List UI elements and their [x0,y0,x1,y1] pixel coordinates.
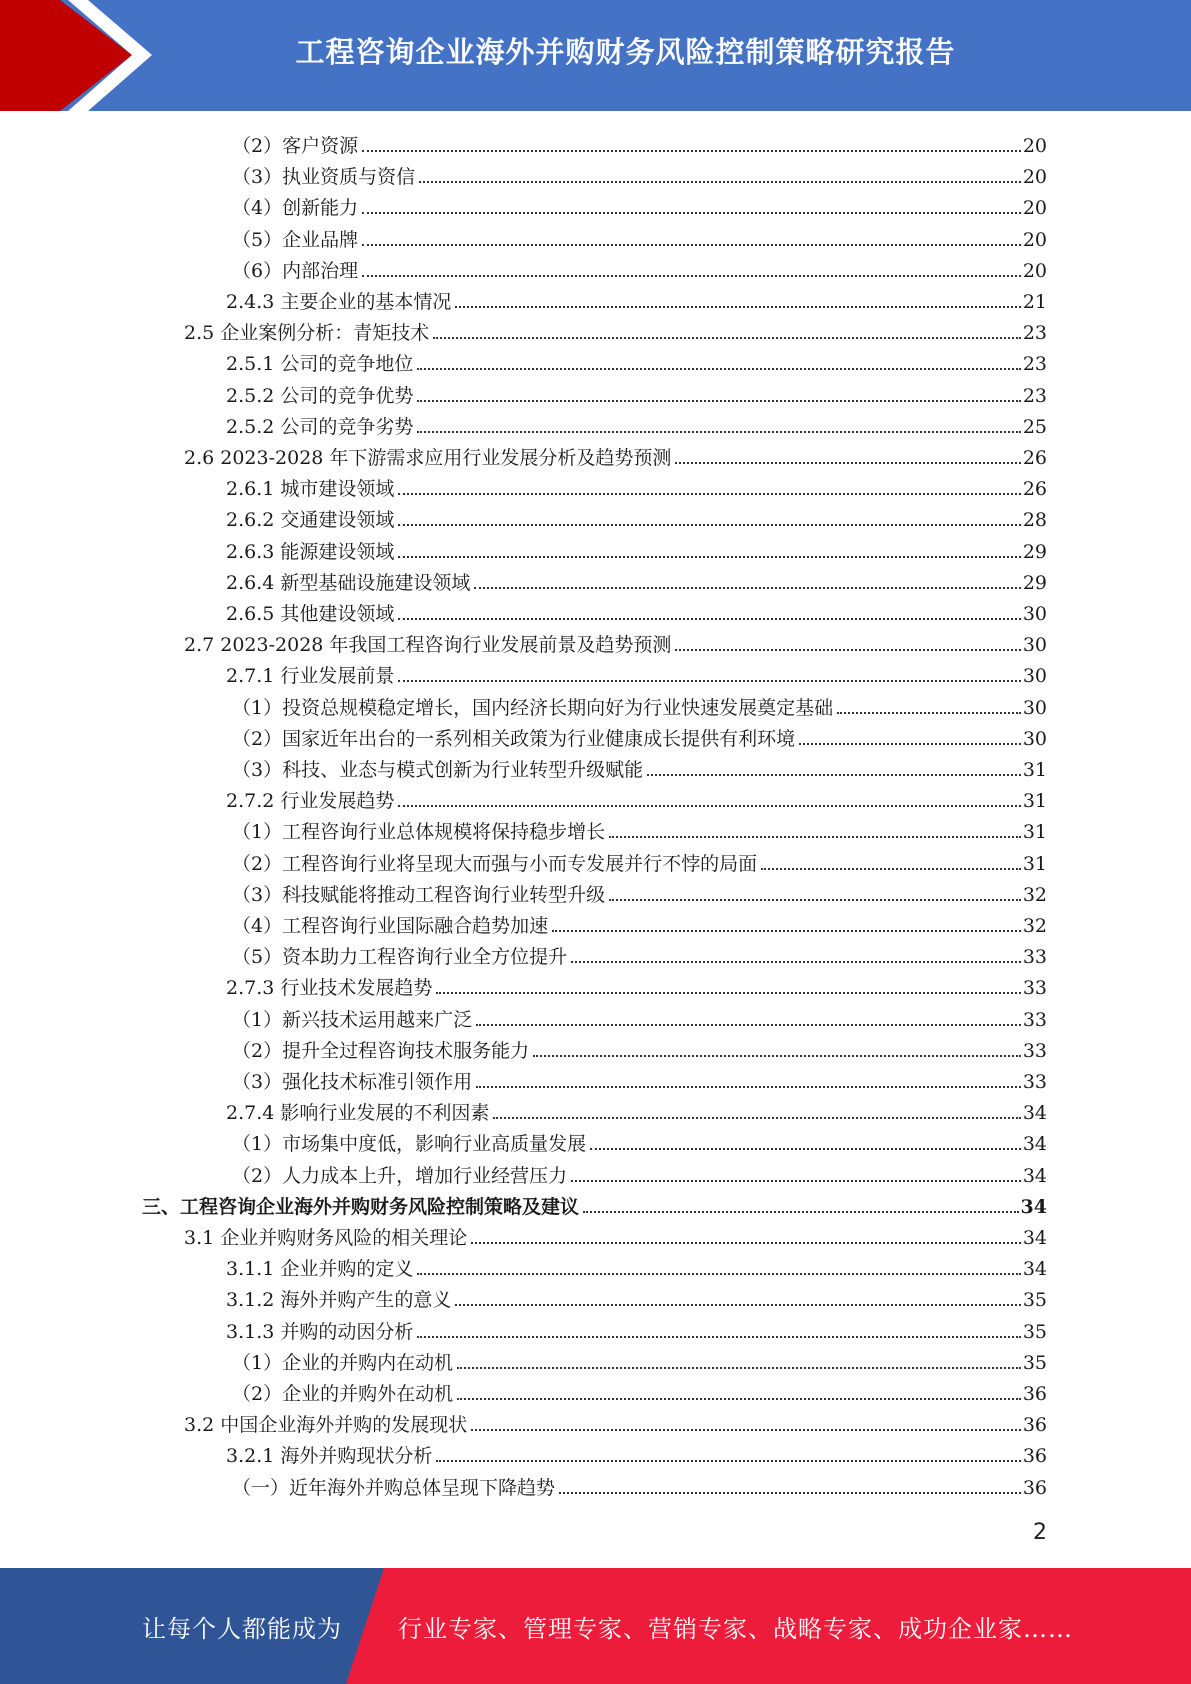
toc-entry-page: 30 [1022,696,1047,719]
toc-entry-label: （1）企业的并购内在动机 [232,1351,454,1374]
toc-entry-label: （1）投资总规模稳定增长，国内经济长期向好为行业快速发展奠定基础 [232,696,834,719]
toc-entry-page: 33 [1022,1071,1047,1093]
toc-entry[interactable] [232,877,1047,907]
toc-entry-label: （5）资本助力工程咨询行业全方位提升 [232,946,568,969]
toc-entry[interactable] [232,846,1047,876]
toc-entry-label: 2.6.2 交通建设领域 [226,509,395,532]
toc-entry[interactable] [226,1095,1047,1125]
toc-entry-label: 2.5.2 公司的竞争优势 [226,384,414,407]
toc-entry-label: （2）人力成本上升，增加行业经营压力 [232,1164,568,1187]
toc-entry[interactable] [232,222,1047,252]
toc-entry[interactable] [232,814,1047,844]
toc-entry-label: （1）新兴技术运用越来广泛 [232,1008,473,1031]
toc-dot-leader [398,805,1020,807]
toc-dot-leader [471,1242,1021,1244]
toc-dot-leader [647,774,1021,776]
toc-entry-label: （4）创新能力 [232,197,359,220]
toc-dot-leader [417,1273,1020,1275]
toc-entry-label: 2.7 2023-2028 年我国工程咨询行业发展前景及趋势预测 [184,634,672,657]
toc-entry-label: （3）执业资质与资信 [232,166,416,189]
toc-dot-leader [609,899,1021,901]
toc-entry-page: 34 [1022,1227,1047,1249]
toc-entry[interactable] [232,253,1047,283]
toc-entry-page: 21 [1022,291,1047,313]
toc-entry[interactable] [184,315,1047,345]
toc-entry-label: 3.1.2 海外并购产生的意义 [226,1289,452,1312]
toc-entry-label: （1）市场集中度低，影响行业高质量发展 [232,1133,587,1156]
toc-entry[interactable] [226,346,1047,376]
page-number: 2 [1033,1520,1047,1545]
toc-dot-leader [761,868,1021,870]
toc-entry-page: 20 [1022,166,1047,189]
toc-dot-leader [362,275,1021,277]
toc-entry-label: 3.1.1 企业并购的定义 [226,1258,414,1281]
toc-entry-page: 34 [1022,1133,1047,1156]
toc-dot-leader [583,1211,1019,1213]
toc-dot-leader [493,1117,1020,1119]
toc-entry-page: 36 [1022,1414,1047,1437]
toc-entry[interactable] [232,159,1047,189]
toc-dot-leader [476,1086,1021,1088]
toc-entry-page: 35 [1022,1351,1047,1374]
toc-entry-page: 20 [1022,228,1047,251]
toc-dot-leader [471,1429,1021,1431]
toc-entry-page: 30 [1022,603,1047,625]
toc-dot-leader [837,712,1021,714]
toc-entry[interactable] [226,565,1047,595]
page-header [0,0,1191,111]
toc-dot-leader [398,556,1020,558]
toc-entry[interactable] [232,939,1047,969]
toc-dot-leader [433,337,1021,339]
toc-entry-page: 31 [1022,821,1047,844]
toc-dot-leader [552,930,1021,932]
toc-entry-label: （2）提升全过程咨询技术服务能力 [232,1039,530,1062]
toc-entry-page: 31 [1022,852,1047,875]
toc-dot-leader [398,680,1020,682]
toc-entry-page: 35 [1022,1289,1047,1312]
toc-entry-label: （3）强化技术标准引领作用 [232,1071,473,1093]
toc-entry-page: 20 [1022,135,1047,157]
toc-entry[interactable] [226,534,1047,564]
toc-entry-page: 29 [1022,540,1047,563]
toc-dot-leader [455,306,1020,308]
toc-entry-page: 26 [1022,478,1047,501]
toc-entry[interactable] [226,284,1047,314]
toc-entry[interactable] [232,690,1047,720]
toc-dot-leader [533,1055,1021,1057]
toc-entry-label: 2.5.1 公司的竞争地位 [226,353,414,376]
toc-dot-leader [455,1304,1020,1306]
toc-entry[interactable] [232,1470,1047,1500]
toc-entry[interactable] [226,970,1047,1000]
toc-dot-leader [474,587,1020,589]
toc-entry-label: 2.6.1 城市建设领域 [226,478,395,501]
toc-entry[interactable] [232,752,1047,782]
toc-entry-label: 2.7.1 行业发展前景 [226,665,395,688]
toc-entry[interactable] [142,1189,1047,1219]
page-footer [0,1568,1191,1684]
toc-entry-page: 35 [1022,1320,1047,1343]
toc-entry-label: 2.6.3 能源建设领域 [226,540,395,563]
toc-entry-page: 28 [1022,509,1047,532]
toc-entry-page: 34 [1022,1258,1047,1281]
toc-entry[interactable] [226,502,1047,532]
toc-entry-label: 2.6.5 其他建设领域 [226,603,395,625]
toc-entry-label: 2.7.4 影响行业发展的不利因素 [226,1102,490,1125]
toc-entry[interactable] [226,596,1047,626]
toc-entry[interactable] [232,1345,1047,1375]
toc-entry-label: （3）科技、业态与模式创新为行业转型升级赋能 [232,759,644,781]
toc-entry[interactable] [232,1126,1047,1156]
toc-entry-label: 2.6.4 新型基础设施建设领域 [226,571,471,594]
toc-entry[interactable] [226,1251,1047,1281]
toc-entry[interactable] [232,1064,1047,1094]
toc-dot-leader [571,961,1021,963]
toc-entry[interactable] [184,1220,1047,1250]
toc-entry-page: 26 [1022,447,1047,469]
toc-dot-leader [559,1492,1021,1494]
toc-dot-leader [417,400,1020,402]
toc-dot-leader [436,992,1020,994]
toc-entry-label: 2.6 2023-2028 年下游需求应用行业发展分析及趋势预测 [184,447,672,469]
toc-entry[interactable] [232,721,1047,751]
toc-entry-page: 23 [1022,353,1047,376]
toc-entry-page: 33 [1022,1039,1047,1062]
toc-entry[interactable] [226,378,1047,408]
toc-entry[interactable] [232,1002,1047,1032]
toc-entry-page: 20 [1022,197,1047,220]
toc-entry[interactable] [232,1033,1047,1063]
toc-entry-label: （5）企业品牌 [232,228,359,251]
toc-entry-page: 33 [1022,977,1047,1000]
toc-entry-label: （一）近年海外并购总体呈现下降趋势 [232,1476,556,1499]
toc-entry[interactable] [226,658,1047,688]
toc-dot-leader [417,431,1020,433]
toc-entry[interactable] [232,1376,1047,1406]
toc-entry-label: （3）科技赋能将推动工程咨询行业转型升级 [232,883,606,906]
toc-entry-page: 31 [1022,759,1047,781]
toc-dot-leader [675,649,1020,651]
toc-dot-leader [417,1336,1020,1338]
toc-entry-page: 34 [1020,1195,1047,1218]
toc-entry-label: 三、工程咨询企业海外并购财务风险控制策略及建议 [142,1195,580,1218]
toc-entry-page: 30 [1022,634,1047,657]
toc-dot-leader [398,493,1020,495]
toc-entry-label: （6）内部治理 [232,259,359,282]
toc-entry[interactable] [226,471,1047,501]
toc-entry-page: 31 [1022,790,1047,813]
toc-entry-page: 23 [1022,384,1047,407]
toc-entry-page: 20 [1022,259,1047,282]
toc-entry-label: 2.4.3 主要企业的基本情况 [226,291,452,313]
toc-dot-leader [436,1460,1020,1462]
toc-entry-page: 23 [1022,322,1047,345]
toc-dot-leader [571,1180,1021,1182]
footer-slogan-left: 让每个人都能成为 [142,1614,342,1643]
toc-entry-page: 32 [1022,915,1047,937]
toc-dot-leader [609,836,1021,838]
toc-entry-page: 25 [1022,415,1047,438]
toc-entry[interactable] [232,190,1047,220]
toc-entry-page: 33 [1022,946,1047,969]
toc-dot-leader [362,212,1021,214]
toc-entry-label: 2.5 企业案例分析：青矩技术 [184,322,430,345]
toc-entry[interactable] [232,908,1047,938]
toc-dot-leader [398,524,1020,526]
toc-entry-label: 3.2.1 海外并购现状分析 [226,1445,433,1468]
toc-entry-label: （1）工程咨询行业总体规模将保持稳步增长 [232,821,606,844]
toc-dot-leader [590,1148,1021,1150]
toc-dot-leader [419,181,1021,183]
toc-entry[interactable] [184,440,1047,470]
toc-entry[interactable] [226,783,1047,813]
toc-entry-page: 30 [1022,665,1047,688]
toc-dot-leader [362,150,1021,152]
toc-entry-label: （2）客户资源 [232,135,359,157]
toc-entry-label: 2.7.2 行业发展趋势 [226,790,395,813]
toc-entry-page: 34 [1022,1164,1047,1187]
toc-entry[interactable] [232,1158,1047,1188]
toc-dot-leader [675,462,1020,464]
toc-dot-leader [398,618,1020,620]
toc-dot-leader [799,743,1021,745]
toc-entry-page: 33 [1022,1008,1047,1031]
toc-entry[interactable] [226,409,1047,439]
header-title: 工程咨询企业海外并购财务风险控制策略研究报告 [295,34,956,69]
toc-entry-page: 36 [1022,1445,1047,1468]
toc-entry-page: 36 [1022,1383,1047,1405]
header-arrow-icon [0,0,160,111]
toc-entry[interactable] [184,627,1047,657]
footer-slogan-right: 行业专家、管理专家、营销专家、战略专家、成功企业家…… [398,1614,1073,1643]
toc-entry-label: 2.5.2 公司的竞争劣势 [226,415,414,438]
toc-entry-label: （2）工程咨询行业将呈现大而强与小而专发展并行不悖的局面 [232,852,758,875]
toc-entry-label: 3.1.3 并购的动因分析 [226,1320,414,1343]
toc-entry[interactable] [184,1407,1047,1437]
toc-dot-leader [457,1367,1021,1369]
toc-dot-leader [417,368,1020,370]
toc-entry[interactable] [226,1314,1047,1344]
toc-entry-page: 36 [1022,1476,1047,1499]
toc-entry[interactable] [232,128,1047,158]
toc-entry-label: （2）企业的并购外在动机 [232,1383,454,1405]
toc-entry-label: （4）工程咨询行业国际融合趋势加速 [232,915,549,937]
toc-entry[interactable] [226,1282,1047,1312]
toc-entry-page: 30 [1022,727,1047,750]
toc-entry-label: 3.2 中国企业海外并购的发展现状 [184,1414,468,1437]
toc-entry-page: 34 [1022,1102,1047,1125]
toc-entry-label: 3.1 企业并购财务风险的相关理论 [184,1227,468,1249]
toc-entry-page: 29 [1022,571,1047,594]
toc-dot-leader [476,1024,1021,1026]
toc-entry-label: 2.7.3 行业技术发展趋势 [226,977,433,1000]
toc-entry-page: 32 [1022,883,1047,906]
toc-dot-leader [457,1398,1021,1400]
toc-entry[interactable] [226,1438,1047,1468]
toc-dot-leader [362,244,1021,246]
toc-entry-label: （2）国家近年出台的一系列相关政策为行业健康成长提供有利环境 [232,727,796,750]
